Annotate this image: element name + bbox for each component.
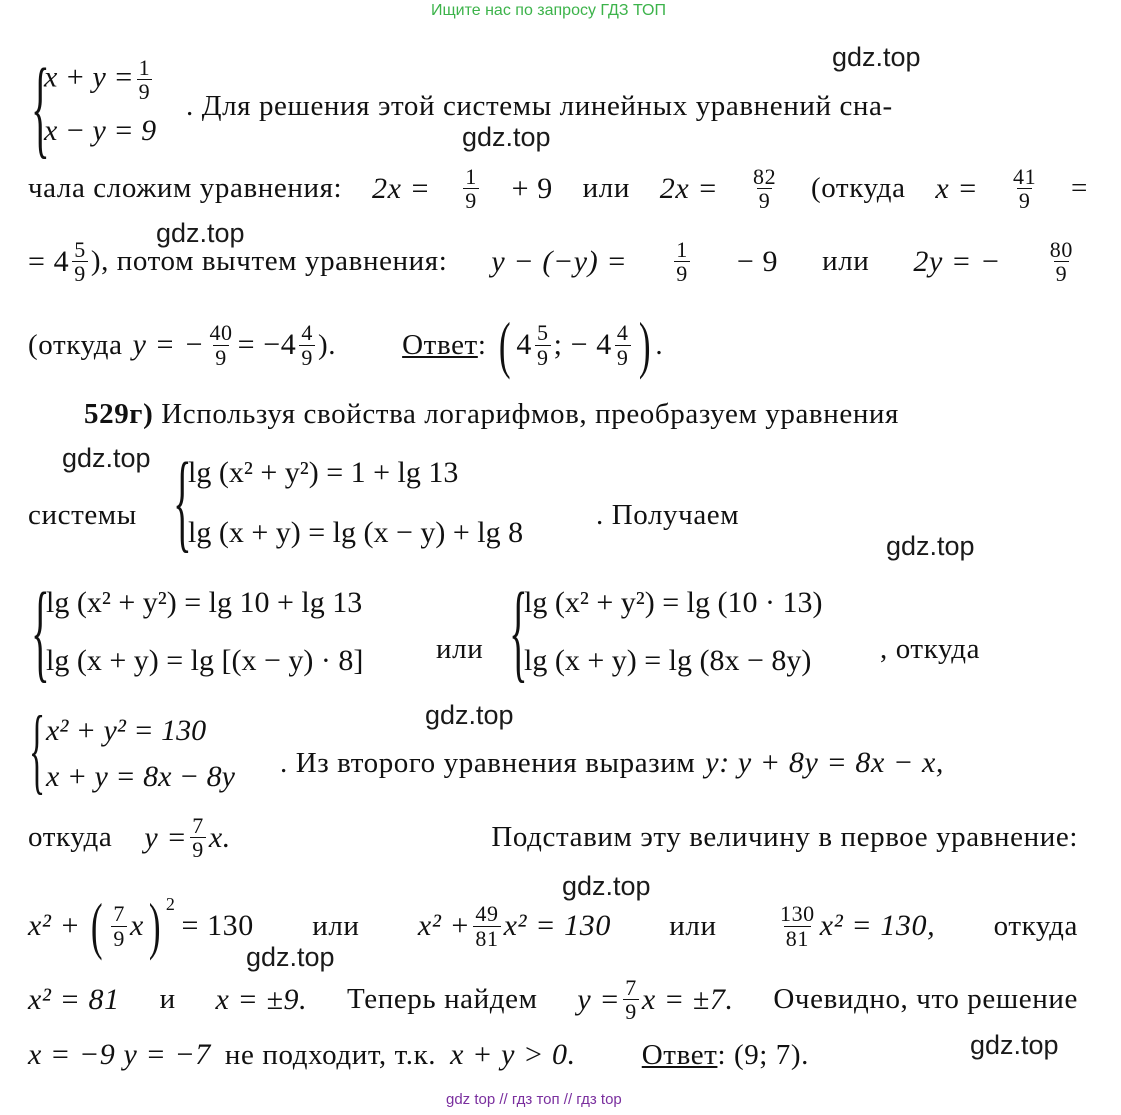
answer-label: Ответ: [641, 1038, 718, 1071]
system-A-eq-1: lg (x² + y²) = 1 + lg 13: [188, 456, 459, 489]
exercise-number: 529г): [84, 398, 154, 430]
watermark: gdz.top: [246, 942, 335, 972]
system-C-eq-1: lg (x² + y²) = lg (10 · 13): [524, 586, 823, 619]
watermark: gdz.top: [832, 42, 921, 72]
system-brace: {: [31, 46, 50, 168]
paragraph-line: (откуда y = − $\frac{40}{9}$ = −4 $\frac{4}{9}$ ). Ответ : ( 4 $\frac{5}{9}$ ; − 4 $\frac{4}{9}$ ) .: [28, 309, 664, 380]
system-A-eq-2: lg (x + y) = lg (x − y) + lg 8: [188, 516, 524, 549]
system-D-eq-1: x² + y² = 130: [46, 714, 207, 747]
system-1-eq-1: x + y = $\frac{1}{9}$: [44, 55, 150, 105]
system-B-eq-2: lg (x + y) = lg [(x − y) · 8]: [46, 644, 364, 677]
exercise-intro: 529г) Используя свойства логарифмов, преобразуем уравнения: [84, 398, 899, 430]
system-C-eq-2: lg (x + y) = lg (8x − 8y): [524, 644, 812, 677]
top-banner: Ищите нас по запросу ГДЗ ТОП: [431, 2, 666, 19]
paragraph-text: , откуда: [880, 633, 981, 665]
watermark: gdz.top: [425, 700, 514, 730]
system-brace: {: [28, 696, 46, 803]
system-D-eq-2: x + y = 8x − 8y: [46, 760, 235, 793]
system-B-eq-1: lg (x² + y²) = lg 10 + lg 13: [46, 586, 363, 619]
paragraph-line: . Для решения этой системы линейных уравнений сна-: [186, 90, 893, 122]
answer-label: Ответ: [402, 328, 478, 361]
watermark: gdz.top: [970, 1030, 1059, 1060]
paragraph-line: откуда y = $\frac{7}{9}$ x. Подставим эту величину в первое уравнение:: [28, 813, 1078, 863]
paragraph-line: чала сложим уравнения: 2x = $\frac{1}{9}$ + 9 или 2x = $\frac{82}{9}$ (откуда x = $\frac{41}{9}$ =: [28, 164, 1088, 214]
system-brace: {: [173, 440, 192, 562]
system-brace: {: [31, 570, 50, 692]
watermark: gdz.top: [156, 218, 245, 248]
system-brace: {: [509, 570, 528, 692]
bottom-banner: gdz top // гдз топ // гдз top: [446, 1091, 622, 1108]
or-word: или: [436, 633, 484, 665]
paragraph-text: . Получаем: [596, 499, 740, 531]
paragraph-line: x² = 81 и x = ±9. Теперь найдем y = $\frac{7}{9}$ x = ±7. Очевидно, что решение: [28, 975, 1078, 1025]
systems-word: системы: [28, 499, 137, 531]
paragraph-line: = 4 $\frac{5}{9}$ ), потом вычтем уравнения: y − (−y) = $\frac{1}{9}$ − 9 или 2y = − $\frac{80}{9}$: [28, 237, 1073, 287]
watermark: gdz.top: [62, 443, 151, 473]
paragraph-line: x² + ( $\frac{7}{9}$ x ) $^2$ = 130 или x² + $\frac{49}{81}$ x² = 130 или $\frac{130}{81}$ x² = 130, откуда: [28, 890, 1078, 961]
paragraph-line: . Из второго уравнения выразим y: y + 8y = 8x − x,: [280, 746, 944, 779]
watermark: gdz.top: [462, 122, 551, 152]
paragraph-line: x = −9 y = −7 не подходит, т.к. x + y > 0. Ответ: (9; 7).: [28, 1038, 810, 1071]
watermark: gdz.top: [562, 871, 651, 901]
system-1-eq-2: x − y = 9: [44, 114, 157, 147]
watermark: gdz.top: [886, 531, 975, 561]
